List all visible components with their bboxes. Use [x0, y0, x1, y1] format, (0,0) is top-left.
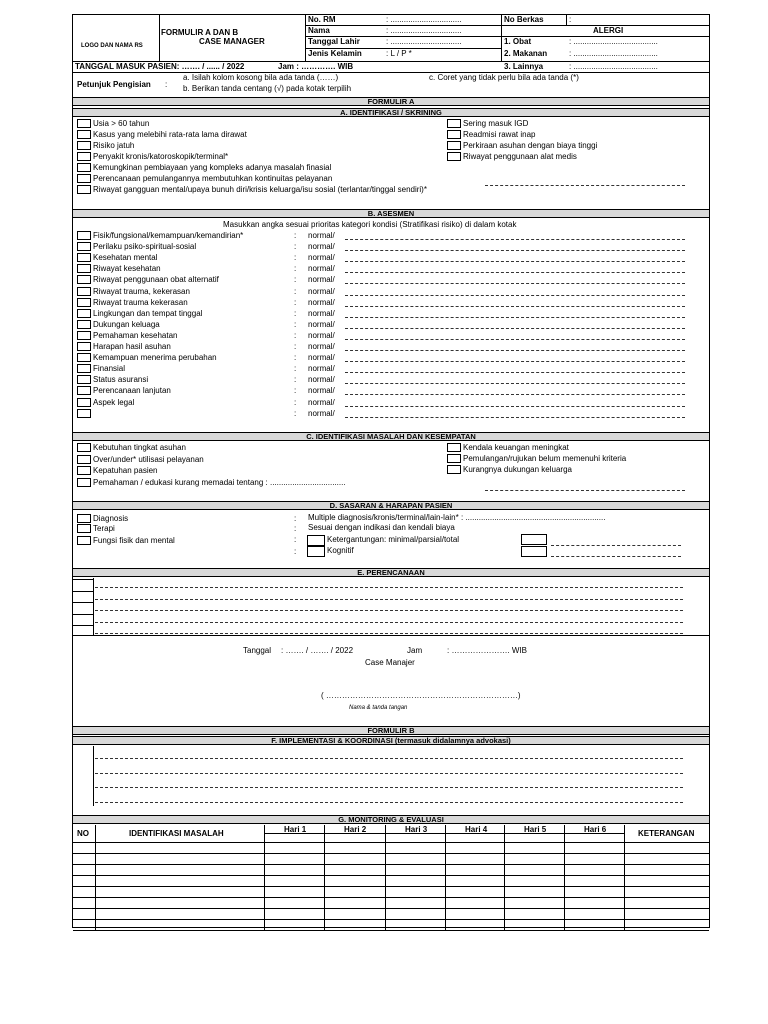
diagnosis-label: Diagnosis: [93, 514, 129, 523]
fungsi-colon-2: :: [294, 547, 297, 556]
screening-item-left-2: Risiko jatuh: [93, 141, 135, 150]
ketergantungan-checkbox[interactable]: [307, 535, 325, 546]
asesmen-item-11: Kemampuan menerima perubahan: [93, 353, 217, 363]
section-c-title: C. IDENTIFIKASI MASALAH DAN KESEMPATAN: [73, 432, 709, 441]
masalah-dashed-line: [485, 490, 685, 491]
field-label-tgl-lahir: Tanggal Lahir: [308, 37, 360, 46]
formulir-b-heading: FORMULIR B: [73, 726, 709, 735]
asesmen-item-3: Riwayat kesehatan: [93, 264, 161, 274]
section-e-title: E. PERENCANAAN: [73, 568, 709, 577]
masalah-item-left-2: Kepatuhan pasien: [93, 466, 158, 475]
screening-checkbox-left-5[interactable]: [77, 174, 91, 183]
asesmen-colon-4: :: [294, 275, 297, 285]
asesmen-colon-15: :: [294, 397, 297, 407]
table-row[interactable]: [73, 908, 709, 909]
asesmen-normal-16: normal/: [308, 408, 335, 418]
diagnosis-checkbox[interactable]: [77, 514, 91, 523]
no-berkas-value[interactable]: :: [569, 15, 572, 24]
asesmen-checkbox-4[interactable]: [77, 275, 91, 284]
section-f-title: F. IMPLEMENTASI & KOORDINASI (termasuk didalamnya advokasi): [73, 736, 709, 745]
perencanaan-line-3[interactable]: [95, 622, 683, 623]
asesmen-colon-14: :: [294, 386, 297, 396]
table-row[interactable]: [73, 886, 709, 887]
screening-item-left-4: Kemungkinan pembiayaan yang kompleks adanya masalah finasial: [93, 163, 332, 172]
implementasi-line-3[interactable]: [95, 802, 683, 803]
screening-checkbox-left-3[interactable]: [77, 152, 91, 161]
asesmen-normal-5: normal/: [308, 286, 335, 296]
ketergantungan-label: Ketergantungan: minimal/parsial/total: [327, 535, 460, 544]
alergi-obat-label: 1. Obat: [504, 37, 532, 46]
masalah-item-left-1: Over/under* utilisasi pelayanan: [93, 454, 204, 464]
asesmen-colon-12: :: [294, 364, 297, 374]
masalah-item-right-0: Kendala keuangan meningkat: [463, 443, 569, 452]
masalah-item-right-2: Kurangnya dukungan keluarga: [463, 465, 572, 474]
petunjuk-c: c. Coret yang tidak perlu bila ada tanda (*): [429, 73, 579, 82]
form-title-1: FORMULIR A DAN B: [161, 28, 239, 37]
asesmen-checkbox-14[interactable]: [77, 386, 91, 395]
asesmen-line-10[interactable]: [345, 350, 685, 351]
asesmen-item-5: Riwayat trauma, kekerasan: [93, 286, 190, 296]
tanggal-label: Tanggal: [243, 646, 272, 655]
table-col-line: [504, 825, 505, 930]
asesmen-line-7[interactable]: [345, 317, 685, 318]
perencanaan-row-tick-1: [73, 591, 93, 592]
masalah-item-right-1: Pemulangan/rujukan belum memenuhi kriteria: [463, 454, 627, 463]
signature-line[interactable]: ( ………………………………………………………………): [321, 691, 521, 700]
screening-item-left-0: Usia > 60 tahun: [93, 119, 150, 128]
section-b-title: B. ASESMEN: [73, 209, 709, 218]
asesmen-normal-13: normal/: [308, 375, 335, 385]
col-no: NO: [77, 829, 89, 838]
asesmen-line-1[interactable]: [345, 250, 685, 251]
field-label-rm: No. RM: [308, 15, 336, 24]
form-title-2: CASE MANAGER: [199, 37, 265, 46]
asesmen-normal-3: normal/: [308, 264, 335, 274]
asesmen-normal-4: normal/: [308, 275, 335, 285]
alergi-makanan-value[interactable]: : ......................................: [569, 49, 658, 58]
table-row[interactable]: [73, 897, 709, 898]
asesmen-normal-7: normal/: [308, 308, 335, 318]
section-g-title: G. MONITORING & EVALUASI: [73, 815, 709, 824]
case-manager-label: Case Manajer: [365, 658, 415, 667]
screening-checkbox-left-4[interactable]: [77, 163, 91, 172]
asesmen-item-10: Harapan hasil asuhan: [93, 342, 171, 351]
col-hari-1: Hari 1: [284, 825, 307, 834]
screening-item-right-3: Riwayat penggunaan alat medis: [463, 152, 577, 161]
terapi-checkbox[interactable]: [77, 524, 91, 533]
petunjuk-b: b. Berikan tanda centang (√) pada kotak terpilih: [183, 84, 352, 93]
asesmen-normal-10: normal/: [308, 342, 335, 351]
asesmen-normal-11: normal/: [308, 353, 335, 363]
masalah-checkbox-right-0[interactable]: [447, 443, 461, 452]
ketergantungan-box[interactable]: [521, 534, 547, 545]
asesmen-line-0[interactable]: [345, 239, 685, 240]
asesmen-checkbox-13[interactable]: [77, 375, 91, 384]
screening-item-right-1: Readmisi rawat inap: [463, 130, 536, 139]
asesmen-item-1: Perilaku psiko-spiritual-sosial: [93, 242, 197, 252]
petunjuk-a: a. Isilah kolom kosong bila ada tanda (……): [183, 73, 339, 82]
diagnosis-value[interactable]: Multiple diagnosis/kronis/terminal/lain-lain* : ...............................................................: [308, 513, 606, 522]
table-col-line: [95, 825, 96, 930]
perencanaan-row-tick-3: [73, 614, 93, 615]
asesmen-normal-6: normal/: [308, 297, 335, 307]
asesmen-item-14: Perencanaan lanjutan: [93, 386, 171, 396]
screening-checkbox-right-2[interactable]: [447, 141, 461, 150]
asesmen-normal-9: normal/: [308, 330, 335, 340]
col-hari-6: Hari 6: [584, 825, 607, 834]
asesmen-line-15[interactable]: [345, 406, 685, 407]
perencanaan-line-4[interactable]: [95, 633, 683, 634]
asesmen-line-9[interactable]: [345, 339, 685, 340]
asesmen-line-12[interactable]: [345, 372, 685, 373]
asesmen-item-2: Kesehatan mental: [93, 253, 158, 263]
terapi-value: Sesuai dengan indikasi dan kendali biaya: [308, 523, 455, 532]
asesmen-colon-11: :: [294, 353, 297, 363]
perencanaan-divider: [93, 578, 94, 635]
table-row[interactable]: [73, 930, 709, 931]
section-b-instruction: Masukkan angka sesuai prioritas kategori kondisi (Stratifikasi risiko) di dalam kotak: [223, 220, 517, 229]
formulir-a-heading: FORMULIR A: [73, 97, 709, 106]
asesmen-item-6: Riwayat trauma kekerasan: [93, 297, 188, 307]
asesmen-line-2[interactable]: [345, 261, 685, 262]
terapi-colon: :: [294, 524, 297, 533]
fungsi-colon-1: :: [294, 535, 297, 544]
asesmen-normal-0: normal/: [308, 231, 335, 240]
diagnosis-colon: :: [294, 514, 297, 523]
field-label-nama: Nama: [308, 26, 330, 35]
screening-checkbox-left-1[interactable]: [77, 130, 91, 139]
no-berkas-label: No Berkas: [504, 15, 544, 24]
field-value-tgl-lahir[interactable]: : ................................: [386, 37, 462, 46]
fungsi-label: Fungsi fisik dan mental: [93, 536, 175, 545]
asesmen-checkbox-2[interactable]: [77, 253, 91, 262]
asesmen-item-4: Riwayat penggunaan obat alternatif: [93, 275, 219, 285]
masalah-checkbox-left-2[interactable]: [77, 466, 91, 475]
tanggal-masuk[interactable]: TANGGAL MASUK PASIEN: ……. / ...... / 2022: [75, 62, 245, 71]
screening-item-left-5: Perencanaan pemulangannya membutuhkan kontinuitas pelayanan: [93, 174, 333, 183]
asesmen-checkbox-15[interactable]: [77, 398, 91, 407]
col-keterangan: KETERANGAN: [638, 829, 695, 838]
field-value-nama[interactable]: : ................................: [386, 26, 462, 35]
table-col-line: [264, 825, 265, 930]
screening-item-left-6: Riwayat gangguan mental/upaya bunuh diri/krisis keluarga/isu sosial (terlantar/tinggal sendiri)*: [93, 185, 427, 194]
asesmen-checkbox-7[interactable]: [77, 309, 91, 318]
asesmen-colon-5: :: [294, 286, 297, 296]
asesmen-colon-16: :: [294, 408, 297, 418]
asesmen-item-7: Lingkungan dan tempat tinggal: [93, 308, 203, 318]
jam-masuk[interactable]: Jam : …………. WIB: [278, 62, 354, 71]
fungsi-checkbox[interactable]: [77, 536, 91, 545]
table-row[interactable]: [73, 842, 709, 843]
implementasi-line-1[interactable]: [95, 773, 683, 774]
asesmen-checkbox-12[interactable]: [77, 364, 91, 373]
masalah-item-left-0: Kebutuhan tingkat asuhan: [93, 443, 186, 452]
alergi-title: ALERGI: [593, 26, 624, 35]
field-value-jk[interactable]: : L / P *: [386, 49, 412, 58]
asesmen-normal-1: normal/: [308, 242, 335, 252]
asesmen-item-13: Status asuransi: [93, 375, 149, 385]
asesmen-colon-6: :: [294, 297, 297, 307]
asesmen-line-8[interactable]: [345, 328, 685, 329]
asesmen-line-4[interactable]: [345, 283, 685, 284]
asesmen-normal-14: normal/: [308, 386, 335, 396]
asesmen-checkbox-6[interactable]: [77, 298, 91, 307]
asesmen-normal-8: normal/: [308, 319, 335, 329]
asesmen-colon-1: :: [294, 242, 297, 252]
implementasi-divider: [93, 746, 94, 806]
asesmen-normal-2: normal/: [308, 253, 335, 263]
perencanaan-line-0[interactable]: [95, 587, 683, 588]
asesmen-checkbox-3[interactable]: [77, 264, 91, 273]
screening-checkbox-left-6[interactable]: [77, 185, 91, 194]
asesmen-item-8: Dukungan keluaga: [93, 319, 160, 329]
asesmen-checkbox-5[interactable]: [77, 287, 91, 296]
table-col-line: [564, 825, 565, 930]
kognitif-checkbox[interactable]: [307, 546, 325, 557]
asesmen-line-13[interactable]: [345, 383, 685, 384]
field-label-jk: Jenis Kelamin: [308, 49, 362, 58]
perencanaan-row-tick-4: [73, 625, 93, 626]
alergi-obat-value[interactable]: : ......................................: [569, 37, 658, 46]
masalah-checkbox-right-1[interactable]: [447, 454, 461, 463]
terapi-label: Terapi: [93, 524, 115, 533]
screening-dashed-line: [485, 185, 685, 186]
perencanaan-row-tick-0: [73, 579, 93, 580]
signature-caption: Nama & tanda tangan: [349, 705, 408, 711]
asesmen-checkbox-0[interactable]: [77, 231, 91, 240]
form-sheet: [72, 14, 710, 928]
alergi-lainnya-label: 3. Lainnya: [504, 62, 544, 71]
col-identifikasi-masalah: IDENTIFIKASI MASALAH: [129, 829, 224, 838]
perencanaan-line-2[interactable]: [95, 610, 683, 611]
jam-value[interactable]: : …………………. WIB: [447, 646, 527, 655]
table-row[interactable]: [73, 919, 709, 920]
perencanaan-bottom: [73, 635, 709, 636]
screening-checkbox-right-3[interactable]: [447, 152, 461, 161]
jam-label: Jam: [407, 646, 423, 655]
table-col-line: [385, 825, 386, 930]
asesmen-checkbox-16[interactable]: [77, 409, 91, 418]
col-hari-4: Hari 4: [465, 825, 488, 834]
section-a-title: A. IDENTIFIKASI / SKRINING: [73, 108, 709, 117]
masalah-item-left-3: Pemahaman / edukasi kurang memadai tentang : ..................................: [93, 477, 346, 487]
table-row[interactable]: [73, 864, 709, 865]
alergi-lainnya-value[interactable]: : ......................................: [569, 62, 658, 71]
asesmen-colon-8: :: [294, 319, 297, 329]
col-hari-5: Hari 5: [524, 825, 547, 834]
asesmen-colon-7: :: [294, 308, 297, 318]
asesmen-line-14[interactable]: [345, 394, 685, 395]
table-row[interactable]: [73, 853, 709, 854]
kognitif-box[interactable]: [521, 546, 547, 557]
col-hari-2: Hari 2: [344, 825, 367, 834]
screening-checkbox-left-2[interactable]: [77, 141, 91, 150]
table-subheader-line: [264, 833, 624, 834]
perencanaan-row-tick-2: [73, 602, 93, 603]
tanggal-value[interactable]: : ……. / ……. / 2022: [281, 646, 354, 655]
screening-checkbox-left-0[interactable]: [77, 119, 91, 128]
masalah-checkbox-left-0[interactable]: [77, 443, 91, 452]
asesmen-checkbox-8[interactable]: [77, 320, 91, 329]
asesmen-item-15: Aspek legal: [93, 397, 135, 407]
screening-checkbox-right-0[interactable]: [447, 119, 461, 128]
masalah-checkbox-right-2[interactable]: [447, 465, 461, 474]
asesmen-line-3[interactable]: [345, 272, 685, 273]
asesmen-checkbox-1[interactable]: [77, 242, 91, 251]
table-col-line: [445, 825, 446, 930]
col-hari-3: Hari 3: [405, 825, 428, 834]
masalah-checkbox-left-1[interactable]: [77, 455, 91, 464]
screening-checkbox-right-1[interactable]: [447, 130, 461, 139]
implementasi-line-0[interactable]: [95, 758, 683, 759]
logo-placeholder: LOGO DAN NAMA RS: [81, 43, 143, 49]
table-row[interactable]: [73, 875, 709, 876]
asesmen-line-16[interactable]: [345, 417, 685, 418]
asesmen-colon-0: :: [294, 231, 297, 240]
screening-item-right-2: Perkiraan asuhan dengan biaya tinggi: [463, 141, 598, 150]
asesmen-colon-10: :: [294, 342, 297, 351]
asesmen-checkbox-9[interactable]: [77, 331, 91, 340]
kognitif-label: Kognitif: [327, 546, 354, 555]
table-col-line: [624, 825, 625, 930]
asesmen-item-12: Finansial: [93, 364, 126, 374]
asesmen-checkbox-10[interactable]: [77, 342, 91, 351]
table-col-line: [324, 825, 325, 930]
petunjuk-colon: :: [165, 80, 168, 89]
field-value-rm[interactable]: : ................................: [386, 15, 462, 24]
masalah-checkbox-left-3[interactable]: [77, 478, 91, 487]
asesmen-normal-15: normal/: [308, 397, 335, 407]
asesmen-line-6[interactable]: [345, 306, 685, 307]
asesmen-checkbox-11[interactable]: [77, 353, 91, 362]
perencanaan-line-1[interactable]: [95, 599, 683, 600]
asesmen-line-11[interactable]: [345, 361, 685, 362]
asesmen-normal-12: normal/: [308, 364, 335, 374]
asesmen-item-9: Pemahaman kesehatan: [93, 330, 178, 340]
asesmen-colon-9: :: [294, 330, 297, 340]
screening-item-right-0: Sering masuk IGD: [463, 119, 529, 128]
asesmen-colon-13: :: [294, 375, 297, 385]
implementasi-line-2[interactable]: [95, 787, 683, 788]
section-d-title: D. SASARAN & HARAPAN PASIEN: [73, 501, 709, 510]
asesmen-item-0: Fisik/fungsional/kemampuan/kemandirian*: [93, 231, 244, 240]
asesmen-line-5[interactable]: [345, 295, 685, 296]
petunjuk-label: Petunjuk Pengisian: [77, 80, 151, 89]
screening-item-left-3: Penyakit kronis/katoroskopik/terminal*: [93, 152, 229, 161]
screening-item-left-1: Kasus yang melebihi rata-rata lama dirawat: [93, 130, 247, 139]
asesmen-colon-2: :: [294, 253, 297, 263]
alergi-makanan-label: 2. Makanan: [504, 49, 548, 58]
asesmen-colon-3: :: [294, 264, 297, 274]
